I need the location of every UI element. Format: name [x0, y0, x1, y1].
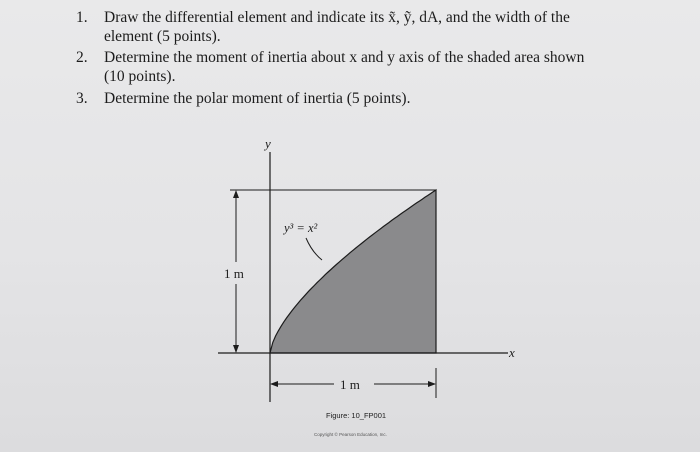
- height-arrow-top: [233, 190, 239, 198]
- figure-caption: Figure: 10_FP001: [326, 411, 387, 420]
- question-1-line-2: element (5 points).: [104, 28, 221, 45]
- question-2-line-2: (10 points).: [104, 68, 176, 85]
- height-dimension-label: 1 m: [224, 266, 244, 281]
- question-1-line-1: Draw the differential element and indicate its x̃, ỹ, dA, and the width of the: [104, 9, 570, 26]
- y-axis-label: y: [265, 136, 271, 151]
- equation-leader-line: [306, 238, 322, 260]
- question-3-number: 3.: [76, 90, 88, 107]
- figure-footnote: Copyright © Pearson Education, Inc.: [314, 432, 387, 437]
- height-arrow-bottom: [233, 345, 239, 353]
- shaded-area: [270, 190, 436, 353]
- width-arrow-left: [270, 381, 278, 387]
- width-arrow-right: [428, 381, 436, 387]
- question-3-line-1: Determine the polar moment of inertia (5 points).: [104, 90, 411, 107]
- x-axis-label: x: [509, 345, 515, 360]
- question-2-number: 2.: [76, 49, 88, 66]
- width-dimension-label: 1 m: [340, 377, 360, 392]
- curve-equation-label: y³ = x²: [284, 221, 318, 235]
- question-2-line-1: Determine the moment of inertia about x and y axis of the shaded area shown: [104, 49, 585, 66]
- question-1-number: 1.: [76, 9, 88, 26]
